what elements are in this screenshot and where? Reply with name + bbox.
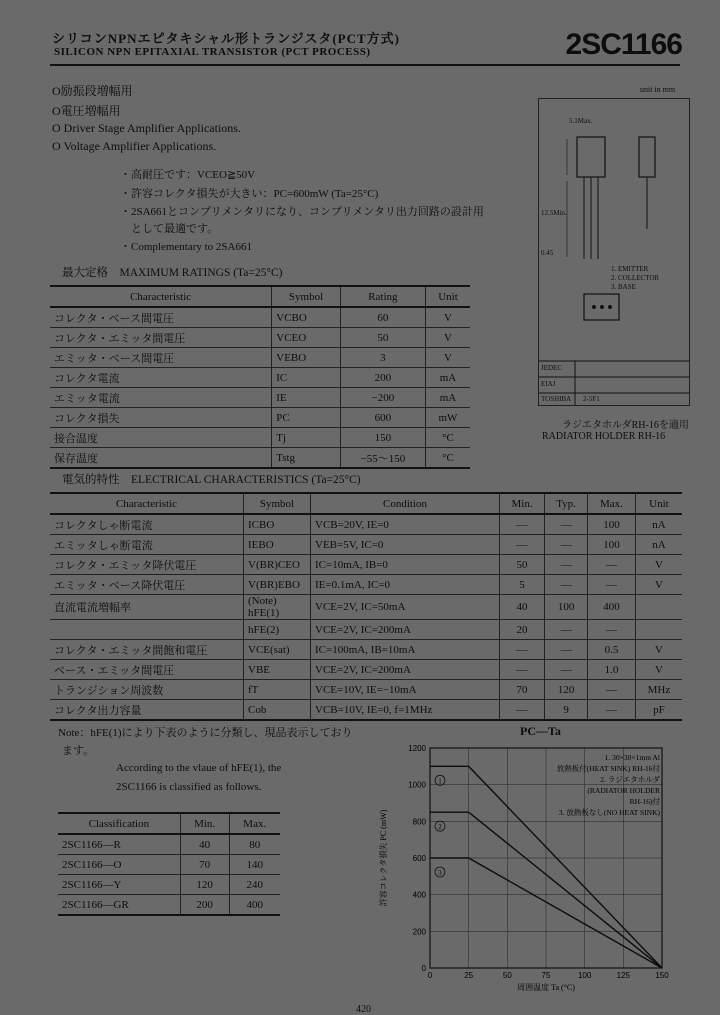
application-en-1: O Driver Stage Amplifier Applications. xyxy=(52,121,241,135)
toshiba-value: 2-5F1 xyxy=(583,395,600,403)
table-row xyxy=(58,875,280,895)
cell-symbol: Tstg xyxy=(272,448,341,469)
cell-condition: VCE=10V, IE=−10mA xyxy=(311,680,500,700)
y-tick-label: 600 xyxy=(412,854,426,863)
cell-condition: VEB=5V, IC=0 xyxy=(311,535,500,555)
table-row xyxy=(50,535,682,555)
y-tick-label: 800 xyxy=(412,817,426,827)
table-row xyxy=(50,620,682,640)
x-tick-label: 50 xyxy=(502,971,512,980)
table-row xyxy=(50,595,682,620)
cell-max: 80 xyxy=(229,834,280,855)
cell-characteristic: エミッタしゃ断電流 xyxy=(50,535,244,555)
note-jp-line-1: Note：hFE(1)により下表のように分類し、現品表示しており xyxy=(58,727,353,739)
table-row xyxy=(50,448,470,469)
package-outline-box xyxy=(538,98,690,406)
cell-max: 100 xyxy=(588,514,636,535)
cell-characteristic: トランジション周波数 xyxy=(50,680,244,700)
cell-unit: V xyxy=(635,555,682,575)
note-jp-line-2: ます。 xyxy=(62,745,95,757)
table-row xyxy=(50,428,470,448)
cell-classification: 2SC1166—GR xyxy=(58,895,180,916)
feature-4: ・Complementary to 2SA661 xyxy=(120,241,252,253)
cell-characteristic: 接合温度 xyxy=(50,428,272,448)
toshiba-label: TOSHIBA xyxy=(541,395,572,403)
cell-min: 5 xyxy=(500,575,545,595)
table-row xyxy=(50,660,682,680)
pin-label-3: 3. BASE xyxy=(611,283,636,291)
cell-characteristic: コレクタしゃ断電流 xyxy=(50,514,244,535)
table-row xyxy=(50,328,470,348)
cell-min: 40 xyxy=(500,595,545,620)
max-ratings-table xyxy=(50,285,470,469)
cell-unit: nA xyxy=(635,535,682,555)
cell-rating: 60 xyxy=(340,307,425,328)
cell-typ: — xyxy=(545,620,588,640)
col-typ: Typ. xyxy=(545,493,588,514)
feature-3: ・2SA661とコンプリメンタリになり、コンプリメンタリ出力回路の設計用 xyxy=(120,206,484,218)
cell-typ: — xyxy=(545,555,588,575)
cell-condition: VCE=2V, IC=200mA xyxy=(311,660,500,680)
series-number-3: 3 xyxy=(438,869,442,877)
cell-symbol: hFE(2) xyxy=(244,620,311,640)
cell-unit: mA xyxy=(425,388,470,408)
legend-line: 3. 放熱板なし(NO HEAT SINK) xyxy=(558,808,660,817)
col-symbol: Symbol xyxy=(272,286,341,307)
col-unit: Unit xyxy=(635,493,682,514)
cell-unit: °C xyxy=(425,448,470,469)
cell-max: — xyxy=(588,680,636,700)
jedec-label: JEDEC xyxy=(541,364,562,372)
cell-min: — xyxy=(500,514,545,535)
cell-rating: 50 xyxy=(340,328,425,348)
cell-characteristic: エミッタ・ベース降伏電圧 xyxy=(50,575,244,595)
cell-min: 200 xyxy=(180,895,229,916)
package-unit: unit in mm xyxy=(640,85,676,94)
cell-max: 400 xyxy=(588,595,636,620)
cell-characteristic: コレクタ出力容量 xyxy=(50,700,244,721)
cell-unit: V xyxy=(425,348,470,368)
feature-3-cont: として最適です。 xyxy=(120,223,219,235)
cell-condition: VCB=10V, IE=0, f=1MHz xyxy=(311,700,500,721)
cell-min: 120 xyxy=(180,875,229,895)
x-tick-label: 25 xyxy=(464,971,474,980)
cell-max: 0.5 xyxy=(588,640,636,660)
cell-symbol: VCE(sat) xyxy=(244,640,311,660)
legend-line: 放熱板付(HEAT SINK) RH-16付 xyxy=(556,764,660,773)
cell-characteristic: コレクタ・ベース間電圧 xyxy=(50,307,272,328)
cell-max: — xyxy=(588,575,636,595)
cell-characteristic: ベース・エミッタ間電圧 xyxy=(50,660,244,680)
cell-max: 140 xyxy=(229,855,280,875)
table-row xyxy=(50,348,470,368)
x-tick-label: 0 xyxy=(427,971,433,980)
electrical-header-row xyxy=(50,493,682,514)
header-rule xyxy=(50,64,680,66)
classification-table xyxy=(58,812,280,916)
cell-condition: VCB=20V, IE=0 xyxy=(311,514,500,535)
cell-symbol: VCEO xyxy=(272,328,341,348)
cell-condition: VCE=2V, IC=50mA xyxy=(311,595,500,620)
cell-symbol: IC xyxy=(272,368,341,388)
cell-min: — xyxy=(500,700,545,721)
col-unit: Unit xyxy=(425,286,470,307)
series-number-2: 2 xyxy=(438,823,442,832)
feature-1: ・高耐圧です：VCEO≧50V xyxy=(120,169,256,181)
feature-2: ・許容コレクタ損失が大きい：PC=600mW (Ta=25°C) xyxy=(120,188,379,200)
pc-ta-chart xyxy=(370,738,680,1000)
table-row xyxy=(50,514,682,535)
cell-unit xyxy=(635,620,682,640)
table-row xyxy=(50,680,682,700)
cell-rating: 200 xyxy=(340,368,425,388)
cell-symbol: IEBO xyxy=(244,535,311,555)
max-ratings-header-row xyxy=(50,286,470,307)
y-axis-label: 許容コレクタ損失 PC (mW) xyxy=(379,809,388,907)
eiaj-label: EIAJ xyxy=(541,380,556,388)
cell-max: — xyxy=(588,555,636,575)
cell-min: — xyxy=(500,660,545,680)
col-rating: Rating xyxy=(340,286,425,307)
cell-characteristic: 保存温度 xyxy=(50,448,272,469)
table-row xyxy=(50,388,470,408)
cell-unit: nA xyxy=(635,514,682,535)
table-row xyxy=(50,408,470,428)
legend-line: (RADIATOR HOLDER xyxy=(587,786,660,795)
note-en-line-1: According to the vlaue of hFE(1), the xyxy=(116,762,282,774)
cell-condition: IC=10mA, IB=0 xyxy=(311,555,500,575)
table-row xyxy=(50,640,682,660)
y-tick-label: 400 xyxy=(412,890,426,900)
cell-symbol: V(BR)EBO xyxy=(244,575,311,595)
cell-typ: 9 xyxy=(545,700,588,721)
cell-rating: −55〜150 xyxy=(340,448,425,469)
legend-line: 2. ラジエタホルダ xyxy=(600,775,660,784)
col-characteristic: Characteristic xyxy=(50,493,244,514)
package-dim-lead: 0.45 xyxy=(541,249,554,257)
cell-unit: V xyxy=(635,640,682,660)
classification-header-row xyxy=(58,813,280,834)
part-number: 2SC1166 xyxy=(565,28,682,61)
cell-characteristic: コレクタ電流 xyxy=(50,368,272,388)
note-en-line-2: 2SC1166 is classified as follows. xyxy=(116,781,262,793)
cell-max: 1.0 xyxy=(588,660,636,680)
cell-classification: 2SC1166—R xyxy=(58,834,180,855)
cell-classification: 2SC1166—Y xyxy=(58,875,180,895)
cell-max: 240 xyxy=(229,875,280,895)
title-japanese: シリコンNPNエピタキシャル形トランジスタ(PCT方式) xyxy=(52,31,401,46)
cell-characteristic: コレクタ損失 xyxy=(50,408,272,428)
x-tick-label: 100 xyxy=(577,971,592,980)
y-tick-label: 1200 xyxy=(408,744,426,753)
page-number: 420 xyxy=(356,1004,371,1015)
cell-min: — xyxy=(500,640,545,660)
title-english: SILICON NPN EPITAXIAL TRANSISTOR (PCT PROCESS) xyxy=(54,46,371,58)
cell-unit: V xyxy=(635,660,682,680)
cell-characteristic: エミッタ電流 xyxy=(50,388,272,408)
table-row xyxy=(50,700,682,721)
y-tick-label: 200 xyxy=(412,927,426,937)
application-jp-1: O励振段増幅用 xyxy=(52,84,133,98)
cell-condition: IE=0.1mA, IC=0 xyxy=(311,575,500,595)
cell-symbol: PC xyxy=(272,408,341,428)
cell-symbol: VCBO xyxy=(272,307,341,328)
cell-symbol: fT xyxy=(244,680,311,700)
y-tick-label: 1000 xyxy=(408,780,426,790)
col-symbol: Symbol xyxy=(244,493,311,514)
col-classification: Classification xyxy=(58,813,180,834)
cell-characteristic xyxy=(50,620,244,640)
cell-typ: 120 xyxy=(545,680,588,700)
cell-classification: 2SC1166—O xyxy=(58,855,180,875)
cell-typ: 100 xyxy=(545,595,588,620)
cell-unit: V xyxy=(425,307,470,328)
chart-title: PC—Ta xyxy=(520,724,561,738)
cell-unit: mW xyxy=(425,408,470,428)
pin-label-2: 2. COLLECTOR xyxy=(611,274,660,282)
cell-typ: — xyxy=(545,535,588,555)
cell-symbol: VEBO xyxy=(272,348,341,368)
col-condition: Condition xyxy=(311,493,500,514)
cell-characteristic: コレクタ・エミッタ間飽和電圧 xyxy=(50,640,244,660)
package-dim-width: 5.1Max. xyxy=(569,117,593,125)
cell-symbol: Tj xyxy=(272,428,341,448)
col-min: Min. xyxy=(180,813,229,834)
holder-note-jp: ラジエタホルダRH-16を適用 xyxy=(562,420,689,431)
cell-max: 100 xyxy=(588,535,636,555)
cell-characteristic: エミッタ・ベース間電圧 xyxy=(50,348,272,368)
cell-unit: mA xyxy=(425,368,470,388)
col-min: Min. xyxy=(500,493,545,514)
cell-typ: — xyxy=(545,660,588,680)
series-number-1: 1 xyxy=(438,777,442,786)
cell-min: 20 xyxy=(500,620,545,640)
cell-typ: — xyxy=(545,514,588,535)
cell-min: 40 xyxy=(180,834,229,855)
table-row xyxy=(50,575,682,595)
cell-symbol: IE xyxy=(272,388,341,408)
x-tick-label: 75 xyxy=(541,971,551,980)
x-axis-label: 周囲温度 Ta (°C) xyxy=(517,983,575,992)
y-tick-label: 0 xyxy=(421,964,426,973)
cell-symbol: V(BR)CEO xyxy=(244,555,311,575)
cell-typ: — xyxy=(545,575,588,595)
application-en-2: O Voltage Amplifier Applications. xyxy=(52,139,217,153)
legend-line: 1. 30×30×1mm Al xyxy=(604,753,660,762)
x-tick-label: 125 xyxy=(616,971,631,980)
cell-rating: 3 xyxy=(340,348,425,368)
cell-rating: −200 xyxy=(340,388,425,408)
table-row xyxy=(58,895,280,916)
cell-unit: °C xyxy=(425,428,470,448)
cell-unit: V xyxy=(425,328,470,348)
cell-max: — xyxy=(588,700,636,721)
cell-unit: pF xyxy=(635,700,682,721)
cell-characteristic: コレクタ・エミッタ降伏電圧 xyxy=(50,555,244,575)
cell-unit: V xyxy=(635,575,682,595)
table-row xyxy=(58,834,280,855)
cell-max: 400 xyxy=(229,895,280,916)
legend-line: RH-16)付 xyxy=(629,797,660,806)
cell-rating: 600 xyxy=(340,408,425,428)
cell-symbol: ICBO xyxy=(244,514,311,535)
table-row xyxy=(50,368,470,388)
cell-characteristic: コレクタ・エミッタ間電圧 xyxy=(50,328,272,348)
col-max: Max. xyxy=(588,493,636,514)
cell-rating: 150 xyxy=(340,428,425,448)
table-row xyxy=(58,855,280,875)
col-characteristic: Characteristic xyxy=(50,286,272,307)
max-ratings-title: 最大定格 MAXIMUM RATINGS (Ta=25°C) xyxy=(62,267,283,279)
electrical-title: 電気的特性 ELECTRICAL CHARACTERISTICS (Ta=25°C) xyxy=(62,474,361,486)
pin-label-1: 1. EMITTER xyxy=(611,265,649,273)
table-row xyxy=(50,307,470,328)
cell-min: 70 xyxy=(500,680,545,700)
cell-max: — xyxy=(588,620,636,640)
cell-unit: MHz xyxy=(635,680,682,700)
table-row xyxy=(50,555,682,575)
cell-symbol: Cob xyxy=(244,700,311,721)
cell-symbol: VBE xyxy=(244,660,311,680)
cell-min: 70 xyxy=(180,855,229,875)
application-jp-2: O電圧増幅用 xyxy=(52,104,121,118)
cell-symbol: (Note) hFE(1) xyxy=(244,595,311,620)
x-tick-label: 150 xyxy=(655,971,669,980)
cell-unit xyxy=(635,595,682,620)
cell-min: — xyxy=(500,535,545,555)
col-max: Max. xyxy=(229,813,280,834)
package-dim-length: 12.5Min. xyxy=(541,209,567,217)
cell-condition: VCE=2V, IC=200mA xyxy=(311,620,500,640)
cell-characteristic: 直流電流増幅率 xyxy=(50,595,244,620)
cell-condition: IC=100mA, IB=10mA xyxy=(311,640,500,660)
cell-min: 50 xyxy=(500,555,545,575)
package-drawing xyxy=(539,99,689,405)
cell-typ: — xyxy=(545,640,588,660)
holder-note-en: RADIATOR HOLDER RH-16 xyxy=(542,431,666,442)
electrical-table xyxy=(50,492,682,721)
